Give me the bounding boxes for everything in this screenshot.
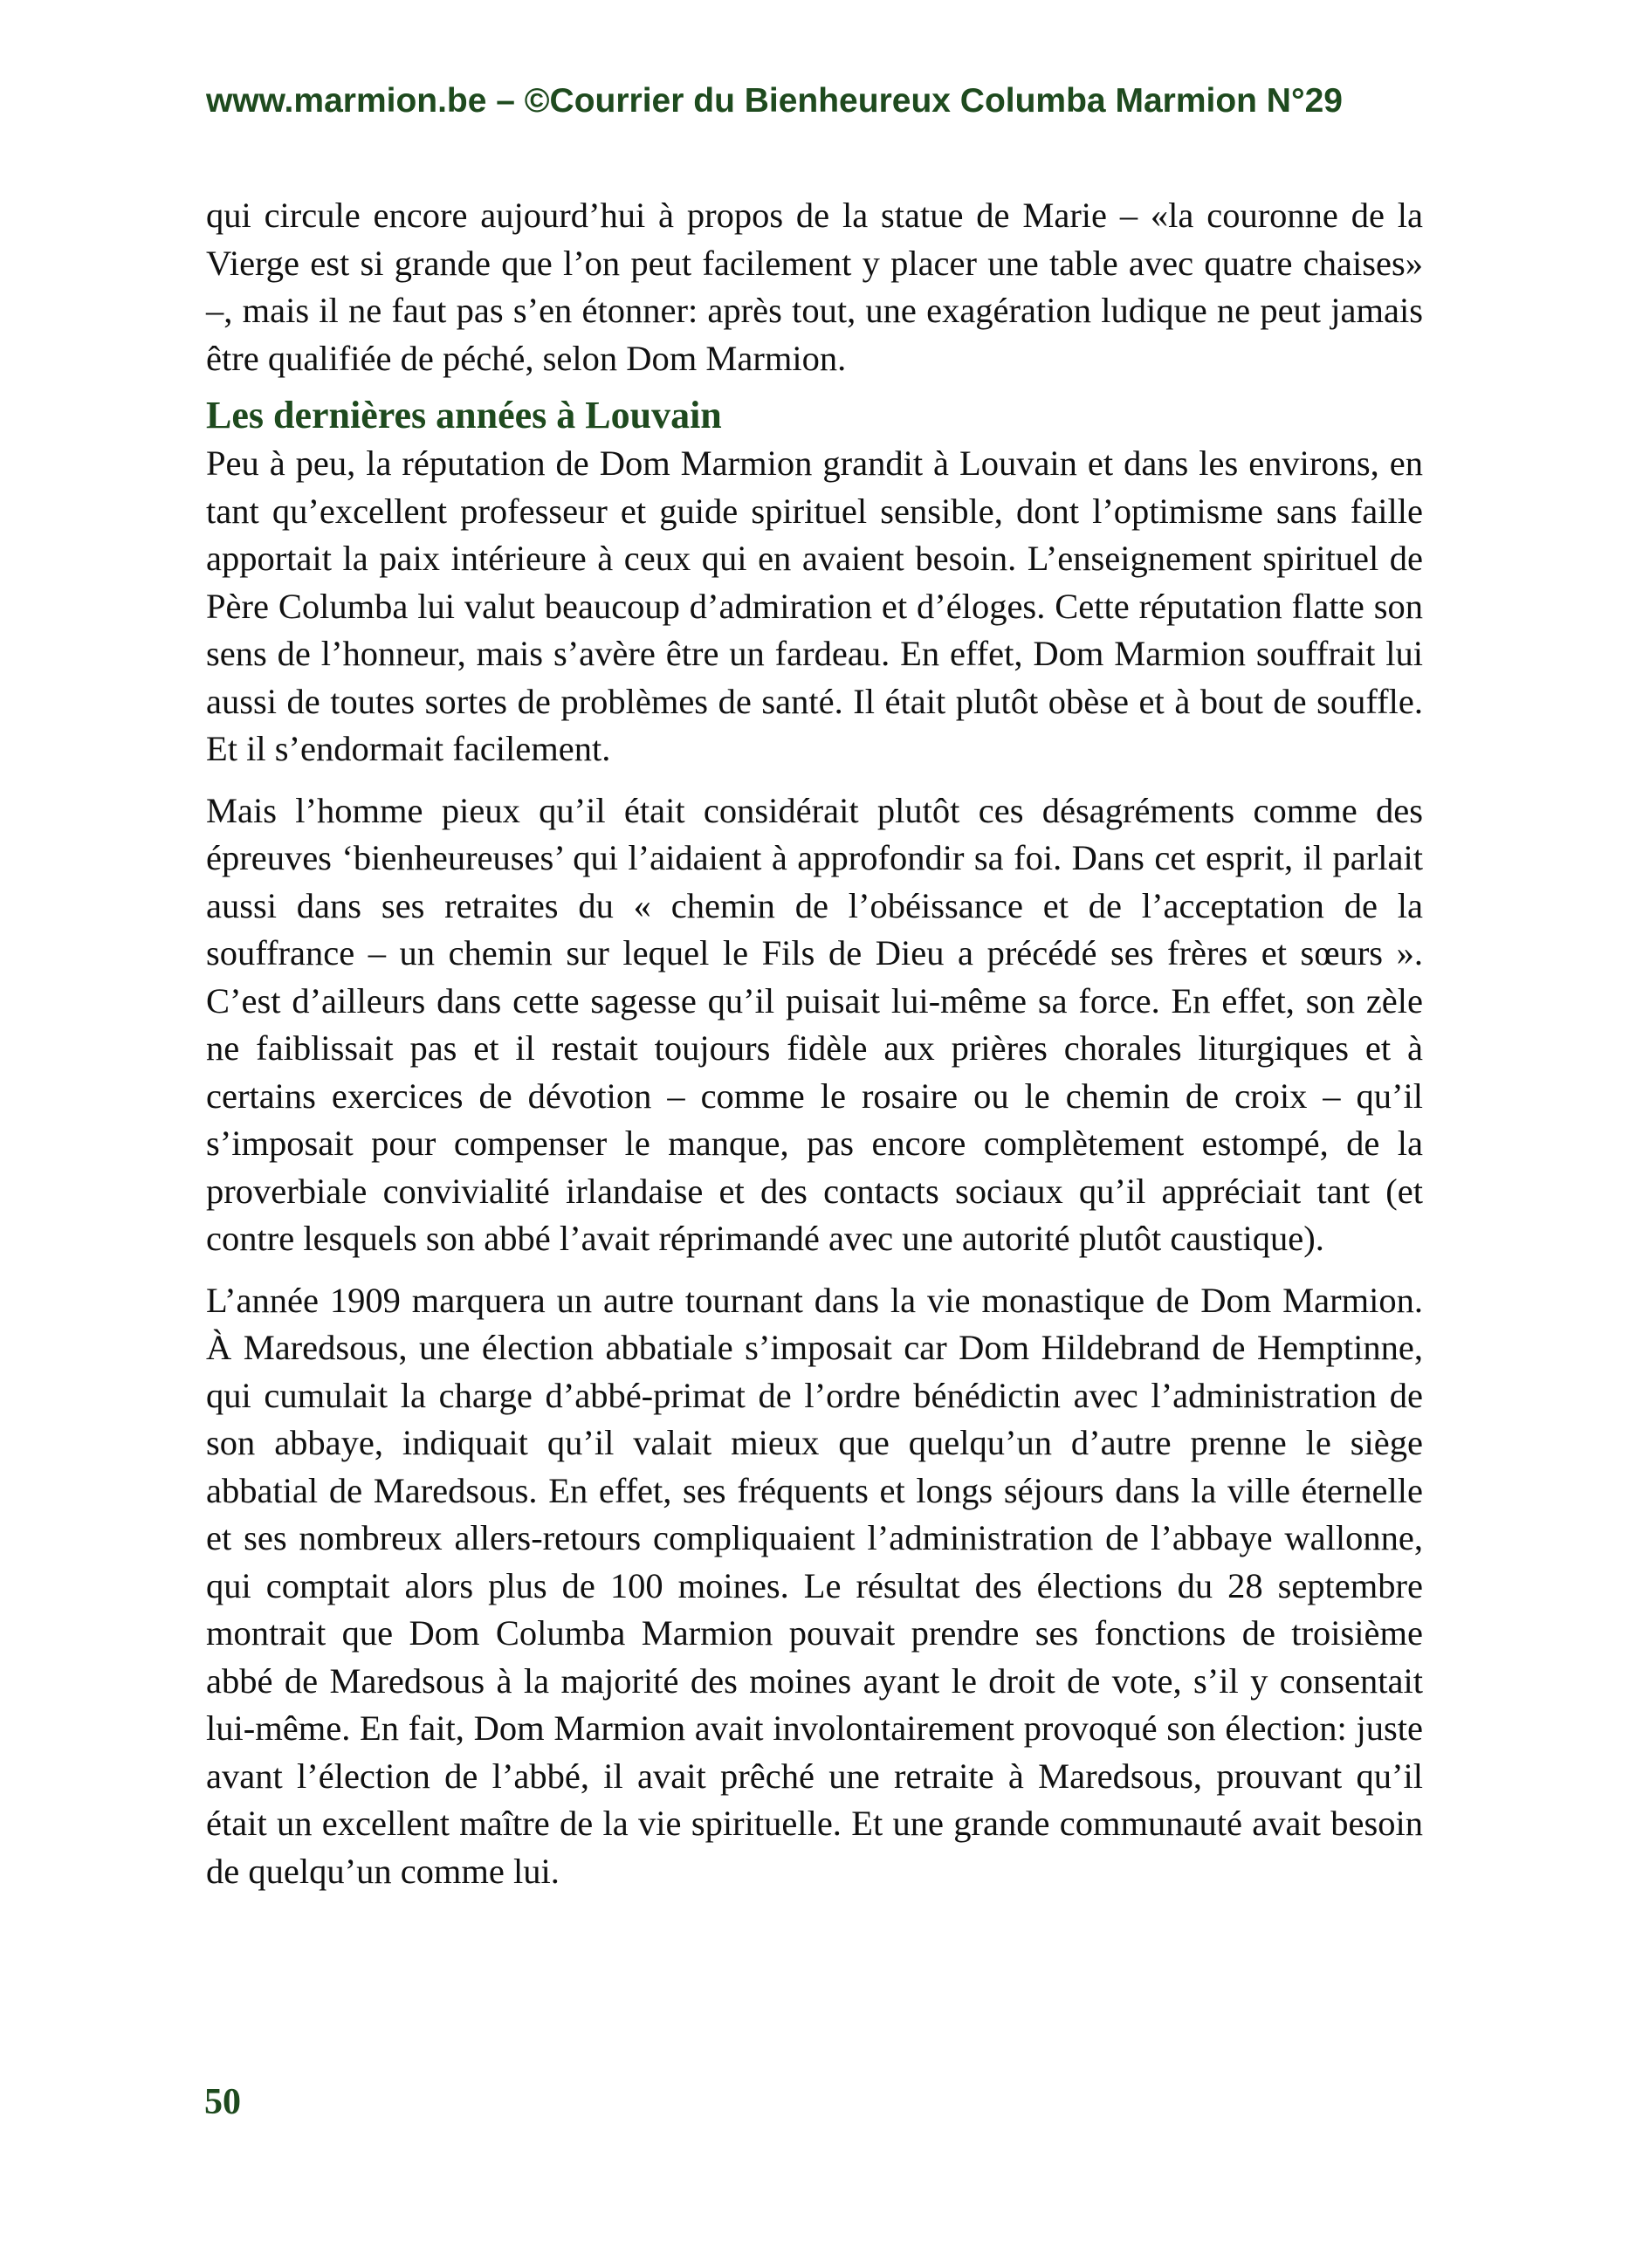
body-paragraph: Mais l’homme pieux qu’il était considérait plutôt ces désagréments comme des épreuves ‘bienheureuses’ qui l’aidaient à approfondir sa foi. Dans cet esprit, il parlait aussi dans ses retraites du « chemin de l’obéissance et de l’acceptation de la souffrance – un chemin sur lequel le Fils de Dieu a précédé ses frères et sœurs ». C’est d’ailleurs dans cette sagesse qu’il puisait lui-même sa force. En effet, son zèle ne faiblissait pas et il restait toujours fidèle aux prières chorales liturgiques et à certains exercices de dévotion – comme le rosaire ou le chemin de croix – qu’il s’imposait pour compenser le manque, pas encore complètement estompé, de la proverbiale convivialité irlandaise et des contacts sociaux qu’il appréciait tant (et contre lesquels son abbé l’avait réprimandé avec une autorité plutôt caustique). [206,790,1423,1258]
intro-paragraph: qui circule encore aujourd’hui à propos de la statue de Marie – «la couronne de la Vierge est si grande que l’on peut facilement y placer une table avec quatre chaises» –, mais il ne faut pas s’en étonner: après tout, une exagération ludique ne peut jamais être qualifiée de péché, selon Dom Marmion. [206,196,1423,378]
body-paragraph: L’année 1909 marquera un autre tournant dans la vie monastique de Dom Marmion. À Maredsous, une élection abbatiale s’imposait car Dom Hildebrand de Hemptinne, qui cumulait la charge d’abbé-primat de l’ordre bénédictin avec l’administration de son abbaye, indiquait qu’il valait mieux que quelqu’un d’autre prenne le siège abbatial de Maredsous. En effet, ses fréquents et longs séjours dans la ville éternelle et ses nombreux allers-retours compliquaient l’administration de l’abbaye wallonne, qui comptait alors plus de 100 moines. Le résultat des élections du 28 septembre montrait que Dom Columba Marmion pouvait prendre ses fonctions de troisième abbé de Maredsous à la majorité des moines ayant le droit de vote, s’il y consentait lui-même. En fait, Dom Marmion avait involontairement provoqué son élection: juste avant l’élection de l’abbé, il avait prêché une retraite à Maredsous, prouvant qu’il était un excellent maître de la vie spirituelle. Et une grande communauté avait besoin de quelqu’un comme lui. [206,1280,1423,1891]
page-number: 50 [204,2082,241,2122]
article-body [206,192,1423,1909]
section-heading: Les dernières années à Louvain [206,394,722,436]
body-paragraph: Peu à peu, la réputation de Dom Marmion grandit à Louvain et dans les environs, en tant qu’excellent professeur et guide spirituel sensible, dont l’optimisme sans faille apportait la paix intérieure à ceux qui en avaient besoin. L’enseignement spirituel de Père Columba lui valut beaucoup d’admiration et d’éloges. Cette réputation flatte son sens de l’honneur, mais s’avère être un fardeau. En effet, Dom Marmion souffrait lui aussi de toutes sortes de problèmes de santé. Il était plutôt obèse et à bout de souffle. Et il s’endormait facilement. [206,443,1423,768]
running-header: www.marmion.be – ©Courrier du Bienheureux Columba Marmion N°29 [206,82,1343,120]
